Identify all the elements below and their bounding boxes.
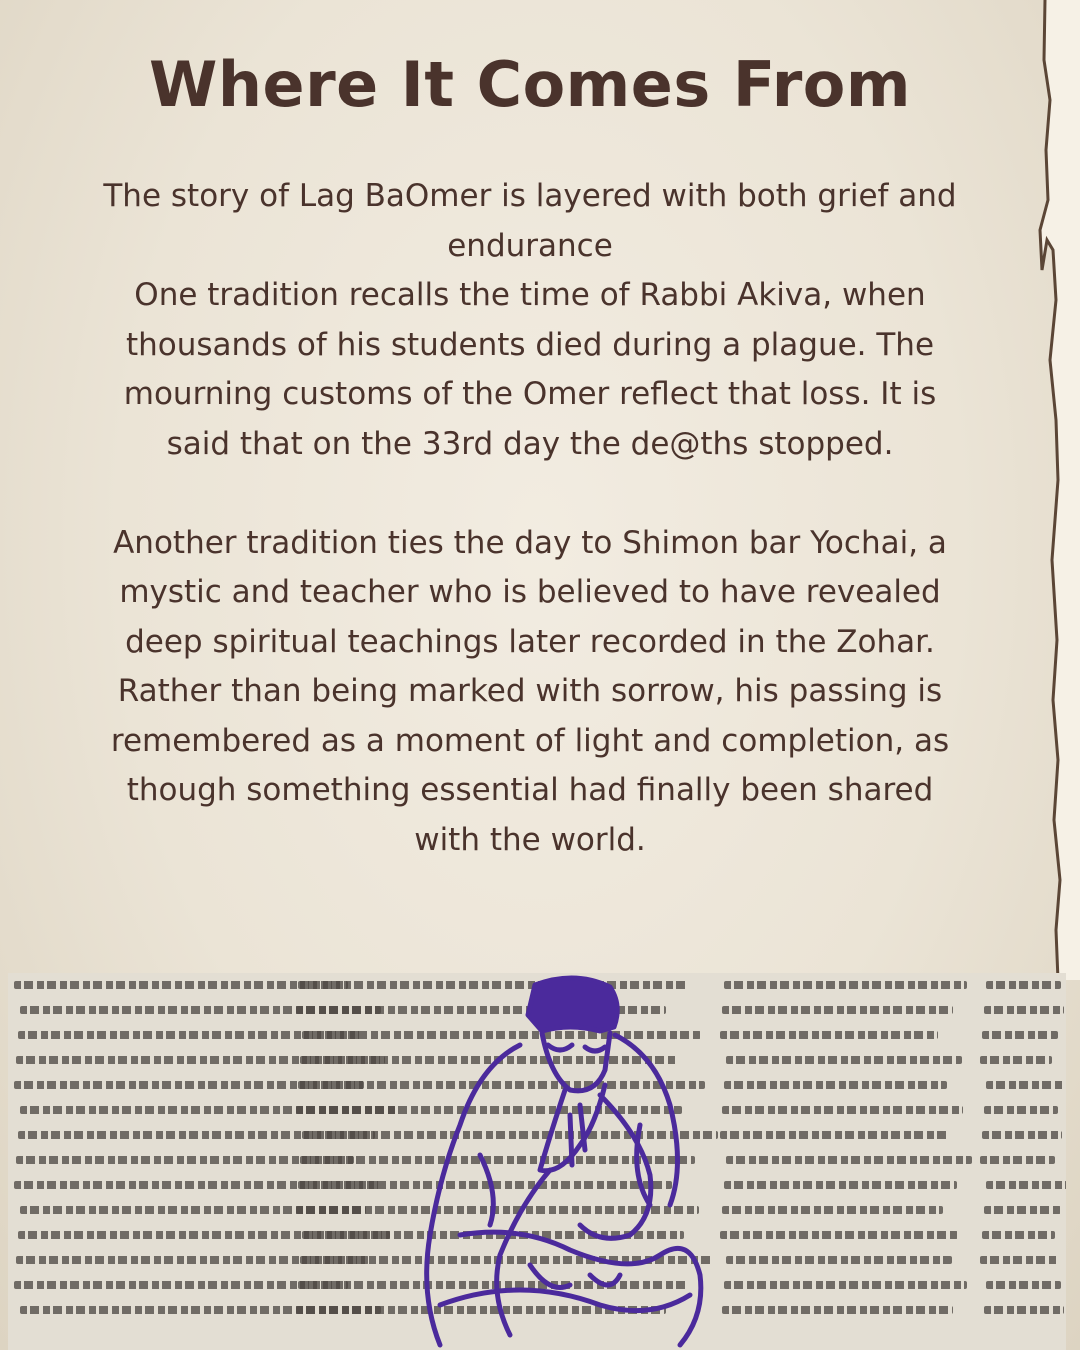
newsprint-line (720, 1031, 938, 1039)
newsprint-line (722, 1206, 943, 1214)
newsprint-line (980, 1256, 1059, 1264)
akiva-paragraph: One tradition recalls the time of Rabbi Akiva, when thousands of his students died during a plague. The mourning customs of the Omer reflect that loss. It is said that on the 33rd day the de@ths stopped. (123, 277, 937, 462)
newsprint-line (984, 1006, 1064, 1014)
newsprint-line (984, 1206, 1061, 1214)
shimon-paragraph: Another tradition ties the day to Shimon bar Yochai, a mystic and teacher who is believed to have revealed deep spiritual teachings later recorded in the Zohar. Rather than being marked with sorrow, his passing is remembered as a moment of light and completion, as though something essential had finally been shared with the world. (110, 524, 950, 858)
newsprint-line (986, 981, 1061, 989)
intro-paragraph: The story of Lag BaOmer is layered with both grief and endurance (103, 178, 957, 264)
newsprint-line (980, 1156, 1055, 1164)
newsprint-line (982, 1231, 1055, 1239)
newsprint-line (984, 1306, 1064, 1314)
newsprint-line (986, 1281, 1061, 1289)
newsprint-line (982, 1131, 1062, 1139)
newsprint-line (984, 1106, 1058, 1114)
newsprint-line (980, 1056, 1052, 1064)
newsprint-line (722, 1106, 963, 1114)
sage-sketch-illustration (400, 975, 740, 1350)
article-body (90, 172, 970, 865)
newsprint-line (724, 1181, 957, 1189)
newsprint-line (726, 1056, 962, 1064)
newsprint-line (722, 1006, 953, 1014)
newsprint-line (724, 1081, 947, 1089)
newsprint-line (720, 1231, 958, 1239)
page-title: Where It Comes From (149, 48, 911, 121)
newsprint-line (726, 1156, 972, 1164)
newsprint-line (986, 1181, 1066, 1189)
newsprint-line (724, 1281, 967, 1289)
newsprint-line (726, 1256, 952, 1264)
newsprint-line (722, 1306, 953, 1314)
newsprint-line (724, 981, 967, 989)
torn-paper-edge (1020, 0, 1080, 980)
newsprint-line (986, 1081, 1064, 1089)
newsprint-line (982, 1031, 1058, 1039)
newsprint-line (720, 1131, 948, 1139)
